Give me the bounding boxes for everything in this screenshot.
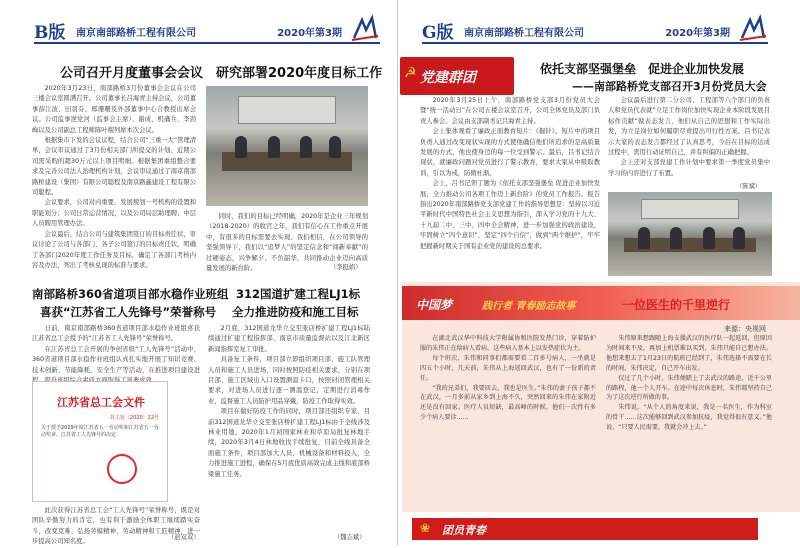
paragraph: 根据集市下发的会议议程，结合公司“三重一大”管理清单，会议审议通过了3月份相关部门所提交的计划、近期公司需采购的超30万元以上项目明细。根据集团重组整合要求及完善公司法人治理机构计划，会议审议通过了南京南部路桥建设（集团）有限公司聪程及南京路鑫建设工程有限公司聪程。 — [32, 137, 196, 197]
bottom-banner-text: 团员青春 — [442, 524, 486, 537]
paragraph: 在江苏省总工会开展的争创省级“工人先锋号”活动中，360省道项目部水稳作业班组认真扎实地开展了知识竞赛、技术创新、节能降耗、安全生产等活动，在推进项目建设进 — [32, 345, 200, 374]
paragraph: 此次获得江苏省总工会“工人先锋号”荣誉称号，既是对团队辛勤努力的肯定，也有利于激励全体职工继续踏实奋斗，改变克难、弘扬劳模精神、劳动精神和工匠精神，进一步提高公司知名度。 — [32, 507, 200, 546]
paragraph: 日前，南京南部路桥360省道项目部水稳作业班组喜获江苏省总工会授予的“江苏省工人先锋号”荣誉称号。 — [32, 325, 200, 343]
paragraph: 会上，吕书记领了题为《依托支部坚强堡垒 促进企业加快发展，全力推动公司各项工作迈上新台阶》的党员工作报告。报告指出2020年南部路桥党支部党建工作的指导思想是：坚持以习近平新时代中国特色社会主义思想为指引，深入学习党的十九大、十九届二中、三中、四中全会精神，进一步加强党的政治建设，牢固树立“四个意识”，坚定“四个自信”，做到“两个维护”，牢牢把握新时期关于国有企业党的建设的总要求。 — [420, 180, 600, 250]
paragraph: 会议最后，结合公司与建筑集团签订的目标责任状，审议讨论了公司与各部门、各子公司签订的目标责任状，明确了各部门2020年度工作任务及目标，确定了各部门考核内容及办法，列出了考核兑现的标准与要求。 — [32, 230, 196, 269]
article1-credit: （李挺娟） — [330, 264, 362, 271]
page-header-g — [422, 16, 768, 44]
paragraph: 项目在做好防疫工作的同时，项目部还组织专家，目前312国道龙华立交至张店桥扩建工程LJ1标由于全线涉及林业用地，2020年1月初国家林业和草原局批复林地手续，2020年3月4日林地收伐手续批复，目前全线具备全面施工条件，项目部加大人员、机械设备和材料投入，全力推进施工进程，确保在5月底优质高效完成主线和底部桥梁施工任务。 — [208, 408, 370, 478]
banner-text: 党建群团 — [420, 70, 476, 86]
story-tag-practice: 践行者 青春励志故事 — [482, 301, 576, 312]
bottom-banner — [402, 512, 800, 545]
article2-title-line2: 喜获“江苏省工人先锋号”荣誉称号 — [40, 305, 217, 319]
paragraph: 会上还对支部党建工作计划中要求第一季度党员集中学习的内容进行了布置。 — [608, 159, 770, 177]
article3-body — [208, 324, 370, 532]
company-name: 南京南部路桥工程有限公司 — [76, 28, 196, 39]
certificate-text: 关于授予2019年度江苏省五一劳动奖和江苏省五一劳动奖章、江苏省工人先锋号的决定 — [41, 425, 159, 438]
article1-body-left — [32, 84, 196, 269]
article2-intro — [32, 324, 200, 380]
article2-credit: （赵双双） — [168, 534, 200, 541]
paragraph: 朱伟原来想跟随上海支援武汉的医疗队一起返回，但原因为时间来不及，再加上机票难以买到，朱伟只能自己想办法。他想来想去了1月23日的航班已经到了，朱伟选择不需要在长的时间，朱伟决定，自己开车出发。 — [606, 335, 772, 372]
issue-number: 2020年第3期 — [665, 28, 730, 39]
article3-title-line1: 312国道扩建工程LJ1标 — [236, 287, 361, 301]
company-logo-icon — [350, 16, 380, 42]
article2-title-line1: 南部路桥360省道项目部水稳作业班组 — [32, 287, 229, 301]
right-article-title: 依托支部坚强堡垒 促进企业加快发展 — [540, 62, 745, 76]
paragraph: 会上集体观看了廉政正面教育短片：《掘针》。短片中的项目负责人通过改变现状实现的方式使他确信他们所追求的是高质量发展的方式，他也使身边的每一位受到警示。最后，吕书记结合现状，就廉政问题对党员进行了警示教育，要求大家从中吸取教训，引以为戒，防微杜渐。 — [420, 128, 600, 177]
certificate-image — [32, 381, 168, 502]
page-version: G版 — [422, 23, 454, 43]
meeting-photo — [206, 86, 368, 206]
article3-title-line2: 全力推进防疫和施工目标 — [232, 305, 359, 319]
company-name: 南京南部路桥工程有限公司 — [464, 28, 584, 39]
paragraph: 2月底，312国道龙华立交至张店桥扩建工程LJ1标陆续通过扩建工程指挥部、南京市质量监督站以及江北新区新闻指挥室复工审批。 — [208, 325, 370, 353]
paragraph: “我的兄弟们，我要回去，我也是医生。”朱伟的妻子孩子都不在武汉，一月多前从家乡到上海不久，突然回来的朱伟在家附近还是没有回家。医疗人员短缺，最高峰的时候，他们一次性有多少个病人要诊…… — [420, 384, 596, 422]
page-b — [0, 0, 398, 545]
paragraph: 2020年3月23日，南部路桥3月份董事会会议在公司三楼会议室圆满召开。公司董事长吕海青主持会议，公司董事薛江波、田羽芬、郑珊珊及外部董事中心合教授出席会议。公司监事逆党河（监事会主席）、谢成、机确兵、李劲峋以及公司副总工程师陈叶稷列席本次会议。 — [32, 85, 196, 134]
paragraph: 具备复工条件，项目部立即组织项目部、施工队管理人员和施工人员进场，同时按照防疫相关要求，分别在项目部、施工区域出入口设置测温卡口，按照封闭管理相关要求，对进场人员进行逐一测温登记，定期进行消毒作业，监督施工人员防护用品穿戴，防疫工作取得实效。 — [208, 356, 370, 405]
right-article-body-left — [420, 96, 600, 274]
party-building-banner — [400, 57, 514, 95]
paragraph: 2020年3月25日上午，南部路桥党支部3月份党员大会暨“统一活动日”在公司五楼会议室召开，公司全体党员及部门负责人参会。会议由支部副书记吕海青主持。 — [420, 97, 600, 125]
right-article-subtitle: ——南部路桥党支部召开3月份党员大会 — [572, 80, 767, 93]
story-banner — [402, 286, 800, 320]
company-logo-icon — [738, 16, 768, 42]
article3-credit: （魏志斌） — [334, 534, 366, 541]
article1-title: 公司召开月度董事会会议 研究部署2020年度目标工作 — [60, 66, 383, 81]
youth-story-section — [402, 282, 800, 512]
party-emblem-icon: ☭ — [404, 65, 417, 81]
story-title: 一位医生的千里逆行 — [622, 298, 731, 312]
page-header-b — [34, 16, 380, 44]
page-version: B版 — [34, 23, 66, 43]
paragraph: 仅过了几个小时，朱伟便踏上了去武汉的路途，近千公里的路程，他一个人开车。在途中每次休息时，朱伟都坚持自己为了这次逆行所做的事。 — [606, 374, 772, 402]
certificate-number: 苏工发〔2020〕22号 — [109, 415, 159, 421]
paragraph: 朱伟说，“从个人的角度来说，我是一名医生，作为科室的骨干……这次能够回到武汉参加抗疫，我觉得很有意义。”他说，“只要人民需要，我就会冲上去。” — [606, 404, 772, 432]
paragraph: 同时，我们的目标已经明确，2020年是企业三年规划（2018-2020）的收官之年，我们有信心在工作重点开展中，有很多的目标需要去实现。我们相信，在公司领导的坚强领导下，我们以“追梦人”的坚定信念和“闯新奉献”的过硬姿态，兴争解夕、不负韶华，共同推动企业迈向高质量发展的新台阶。 — [206, 213, 368, 273]
certificate-title: 江苏省总工会文件 — [57, 396, 145, 409]
paragraph: 会议要求，公司对内重要，发展规划一号机构的设置和职能划分；公司日常运营情况，以及公司局层助理聘、中层人员聘用管理办法。 — [32, 199, 196, 228]
story-body-left — [420, 334, 596, 506]
story-source: 来源：央视网 — [724, 325, 766, 333]
paragraph: 每个班次，朱伟和同事们都需要看二百多号病人，一坐就是四五个小时，几天前，朱伟从上海返回武汉，也有了一份新的责任。 — [420, 354, 596, 382]
story-tag-dream: 中国梦 — [416, 298, 453, 312]
story-body-right — [606, 334, 772, 506]
party-meeting-photo — [608, 192, 772, 276]
youth-league-emblem-icon: ❀ — [420, 521, 431, 535]
paragraph: 会议最后进行第二分公司、工程部等六个部门的负责人和党员代表就“立足工作岗位加快实现企业本阶段发展目标作贡献”做表态发言，他们从自己的思想和工作实际出发，为立足岗位如何履职尽责提出可行性方案。吕书记表示大家的表态发言都经过了认真思考，今后在目标的达成过程中，需用行动证明自己，并有纠偏的正确把握。 — [608, 97, 770, 157]
right-article-credit: （陈斌） — [736, 183, 762, 190]
paragraph: 在湖北武汉华中科技大学附属协和医院发热门诊，穿着防护服的朱伟正在给病人看病。这些病人基本上以发热症状为主。 — [420, 335, 596, 352]
right-article-body-right — [608, 96, 770, 180]
issue-number: 2020年第3期 — [277, 28, 342, 39]
red-seal-icon — [107, 454, 137, 484]
